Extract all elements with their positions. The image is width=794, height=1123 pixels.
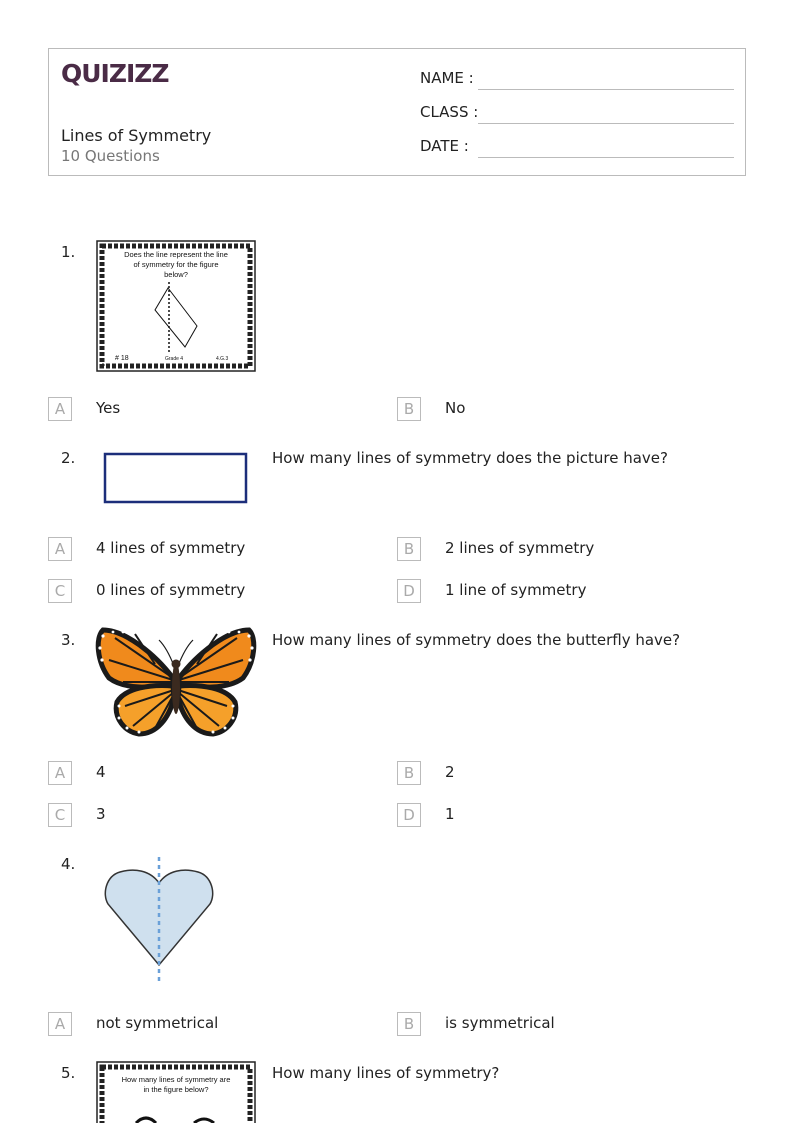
option-text: 0 lines of symmetry [96, 581, 246, 599]
task-card-grade: Grade 4 [165, 356, 184, 362]
option-text: No [445, 399, 466, 417]
name-label: NAME : [420, 69, 474, 87]
class-label: CLASS : [420, 103, 479, 121]
task-card-prompt-line-2: in the figure below? [143, 1085, 209, 1094]
question-1-number: 1. [61, 243, 76, 261]
option-letter-box[interactable]: B [397, 537, 421, 561]
option-letter-box[interactable]: A [48, 397, 72, 421]
option-text: not symmetrical [96, 1014, 219, 1032]
option-letter-box[interactable]: D [397, 579, 421, 603]
task-card-standard: 4.G.3 [216, 356, 229, 362]
option-text: 4 lines of symmetry [96, 539, 246, 557]
option-letter-box[interactable]: B [397, 1012, 421, 1036]
option-text: 4 [96, 763, 106, 781]
name-line [478, 89, 734, 90]
option-letter-box[interactable]: C [48, 803, 72, 827]
question-2-number: 2. [61, 449, 76, 467]
option-letter-box[interactable]: D [397, 803, 421, 827]
task-card-prompt-line-2: of symmetry for the figure [133, 260, 219, 269]
option-letter-box[interactable]: A [48, 537, 72, 561]
option-text: 2 [445, 763, 455, 781]
class-line [478, 123, 734, 124]
quizizz-logo: QUIZIZZ [61, 59, 169, 88]
task-card-number: # 18 [115, 355, 129, 362]
task-card-prompt-line-1: Does the line represent the line [124, 250, 228, 259]
question-3-number: 3. [61, 631, 76, 649]
question-5-number: 5. [61, 1064, 76, 1082]
option-letter-box[interactable]: A [48, 1012, 72, 1036]
question-5-text: How many lines of symmetry? [272, 1064, 500, 1082]
question-3-text: How many lines of symmetry does the butterfly have? [272, 631, 681, 649]
task-card-figure-image [96, 1061, 256, 1123]
task-card-diamond-image [96, 240, 256, 372]
worksheet-header [48, 48, 746, 176]
rectangle-image [100, 450, 252, 506]
question-count: 10 Questions [61, 147, 160, 165]
task-card-prompt-line-3: below? [164, 270, 188, 279]
task-card-prompt-line-1: How many lines of symmetry are [121, 1075, 231, 1084]
option-text: 1 line of symmetry [445, 581, 587, 599]
option-letter-box[interactable]: A [48, 761, 72, 785]
date-label: DATE : [420, 137, 469, 155]
option-text: 1 [445, 805, 455, 823]
option-letter-box[interactable]: B [397, 397, 421, 421]
date-line [478, 157, 734, 158]
option-letter-box[interactable]: C [48, 579, 72, 603]
heart-image [100, 854, 220, 984]
option-text: 3 [96, 805, 106, 823]
option-letter-box[interactable]: B [397, 761, 421, 785]
option-text: Yes [96, 399, 121, 417]
question-2-text: How many lines of symmetry does the picture have? [272, 449, 668, 467]
option-text: is symmetrical [445, 1014, 555, 1032]
butterfly-image [95, 626, 257, 738]
question-4-number: 4. [61, 855, 76, 873]
worksheet-title: Lines of Symmetry [61, 126, 212, 145]
option-text: 2 lines of symmetry [445, 539, 595, 557]
